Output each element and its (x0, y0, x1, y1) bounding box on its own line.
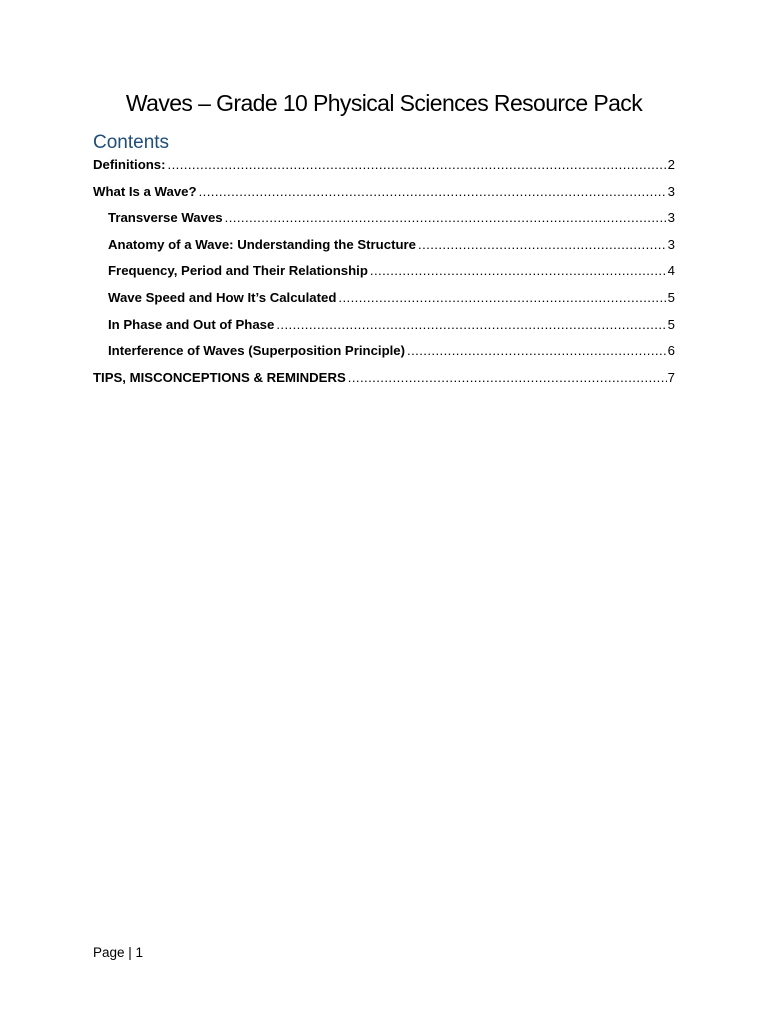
toc-entry-page: 5 (667, 289, 675, 305)
toc-entry-label: Anatomy of a Wave: Understanding the Structure (108, 236, 416, 252)
toc-entry-page: 7 (667, 369, 675, 385)
toc-dot-leader (225, 208, 667, 228)
toc-entry-in-phase-out-of-phase[interactable] (93, 315, 675, 342)
toc-entry-page: 3 (667, 236, 675, 252)
toc-entry-page: 6 (667, 343, 675, 359)
toc-entry-page: 3 (667, 183, 675, 199)
page-footer: Page | 1 (93, 945, 144, 960)
table-of-contents (93, 155, 675, 394)
toc-dot-leader (199, 182, 667, 202)
toc-entry-definitions[interactable] (93, 155, 675, 182)
toc-entry-frequency-period[interactable] (93, 261, 675, 288)
toc-dot-leader (338, 288, 666, 308)
toc-entry-what-is-a-wave[interactable] (93, 182, 675, 209)
toc-entry-label: Interference of Waves (Superposition Principle) (108, 343, 406, 359)
toc-dot-leader (370, 261, 667, 281)
toc-dot-leader (407, 341, 667, 361)
toc-dot-leader (276, 315, 666, 335)
toc-entry-tips-misconceptions[interactable] (93, 368, 675, 395)
toc-entry-label: Wave Speed and How It’s Calculated (108, 289, 337, 305)
toc-entry-page: 4 (667, 263, 675, 279)
toc-entry-label: TIPS, MISCONCEPTIONS & REMINDERS (93, 369, 346, 385)
toc-entry-interference-of-waves[interactable] (93, 341, 675, 368)
toc-entry-page: 5 (667, 316, 675, 332)
toc-entry-label: Frequency, Period and Their Relationship (108, 263, 368, 279)
toc-entry-page: 3 (667, 210, 675, 226)
toc-entry-label: What Is a Wave? (93, 183, 197, 199)
contents-heading: Contents (93, 132, 170, 153)
document-title: Waves – Grade 10 Physical Sciences Resource Pack (125, 90, 643, 116)
toc-dot-leader (418, 235, 667, 255)
toc-entry-wave-speed[interactable] (93, 288, 675, 315)
toc-entry-transverse-waves[interactable] (93, 208, 675, 235)
toc-entry-label: Definitions: (93, 157, 166, 172)
toc-entry-label: In Phase and Out of Phase (108, 316, 275, 332)
toc-entry-page: 2 (667, 157, 675, 172)
toc-entry-anatomy-of-a-wave[interactable] (93, 235, 675, 262)
toc-dot-leader (168, 155, 667, 175)
toc-entry-label: Transverse Waves (108, 210, 223, 226)
toc-dot-leader (348, 368, 667, 388)
